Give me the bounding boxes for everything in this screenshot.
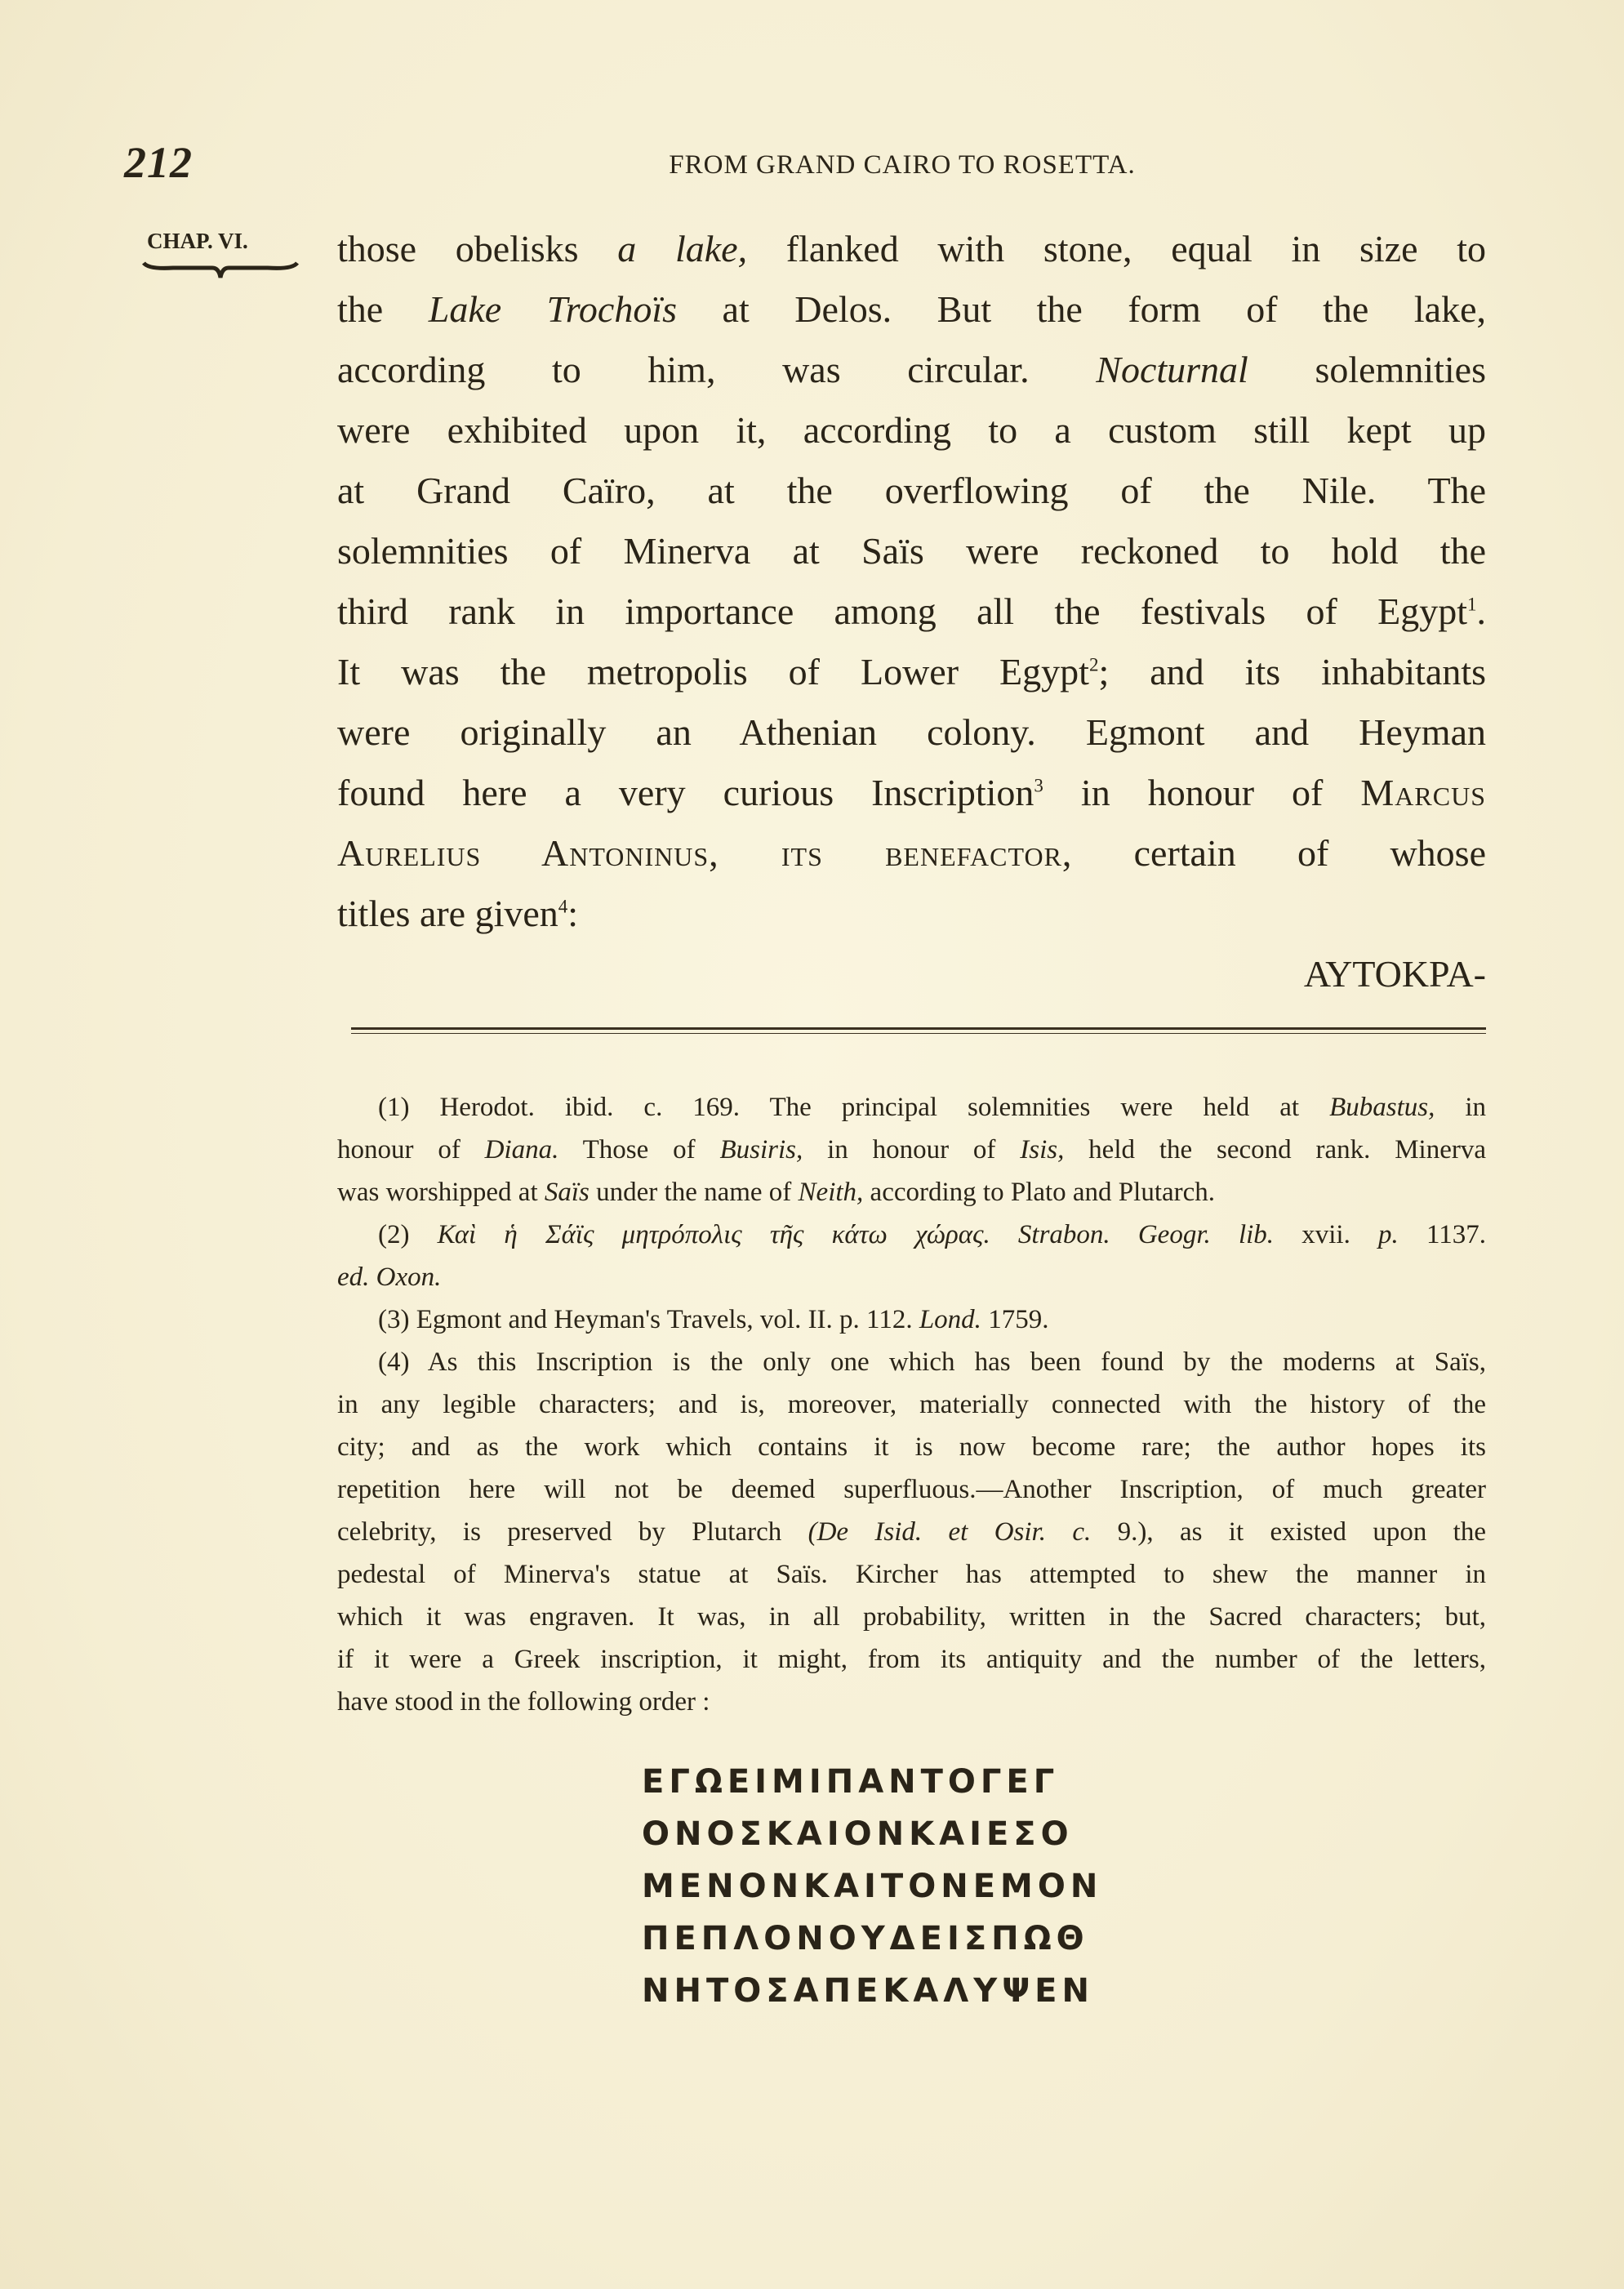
inscription-line: ΜΕΝΟΝΚΑΙΤΟΝΕΜΟΝ	[642, 1868, 1103, 1905]
text-line	[337, 400, 1486, 461]
footnote-segment: Busiris,	[719, 1135, 803, 1165]
footnote-segment: which it was engraven. It was, in all probability, written in the Sacred characters; but,	[337, 1602, 1486, 1632]
footnote-segment: repetition here will not be deemed superfluous.—Another Inscription, of much greater	[337, 1475, 1486, 1504]
footnote-segment: Lond.	[919, 1305, 981, 1334]
text-line	[337, 461, 1486, 521]
footnote-segment: city; and as the work which contains it is now become rare; the author hopes its	[337, 1432, 1486, 1462]
text-segment: 2	[1088, 654, 1099, 675]
footnote-divider	[351, 1027, 1486, 1030]
text-segment: found here a very curious Inscription	[337, 772, 1034, 813]
footnote-segment: under the name of	[589, 1178, 799, 1207]
footnote-line	[337, 1553, 1486, 1596]
footnote-segment: (1) Herodot. ibid. c. 169. The principal solemnities were held at	[378, 1093, 1330, 1122]
text-line	[337, 581, 1486, 642]
footnote-line	[337, 1596, 1486, 1638]
text-segment: .	[1476, 590, 1486, 632]
text-segment: according to him, was circular.	[337, 349, 1097, 390]
body-text	[337, 219, 1486, 1004]
footnote-segment: Neith,	[798, 1178, 864, 1207]
footnote-line	[337, 1214, 1486, 1256]
greek-inscription	[642, 1756, 1102, 2017]
footnote-segment: was worshipped at	[337, 1178, 545, 1207]
footnote-line	[337, 1681, 1486, 1723]
footnote-segment: Diana.	[484, 1135, 559, 1165]
text-line	[337, 642, 1486, 702]
footnote-line	[337, 1511, 1486, 1553]
footnotes	[337, 1086, 1486, 1723]
footnote-segment: (De Isid. et Osir. c.	[808, 1517, 1092, 1547]
text-line	[337, 521, 1486, 581]
text-line	[337, 340, 1486, 400]
footnote-segment: xvii.	[1274, 1220, 1379, 1249]
footnote-divider-thin	[351, 1033, 1486, 1034]
footnote-segment: Isis,	[1020, 1135, 1065, 1165]
footnote-segment: held the second rank. Minerva	[1064, 1135, 1486, 1165]
footnote-segment: ed. Oxon.	[337, 1263, 442, 1292]
text-segment: a lake,	[617, 228, 748, 269]
text-segment: the	[337, 288, 429, 330]
text-segment: :	[567, 893, 579, 934]
text-segment: solemnities of Minerva at Saïs were reckoned to hold the	[337, 530, 1486, 572]
footnote-segment: Bubastus,	[1329, 1093, 1435, 1122]
footnote-line	[337, 1383, 1486, 1426]
footnote-segment: celebrity, is preserved by Plutarch	[337, 1517, 808, 1547]
footnote-line	[337, 1426, 1486, 1468]
footnote-segment: Saïs	[544, 1178, 590, 1207]
brace-ornament	[140, 258, 300, 283]
text-segment: certain of whose	[1072, 832, 1486, 874]
footnote-segment: in honour of	[803, 1135, 1021, 1165]
text-line	[337, 763, 1486, 823]
text-segment: in honour of	[1043, 772, 1361, 813]
text-line	[337, 219, 1486, 279]
inscription-line: ΕΓΩΕΙΜΙΠΑΝΤΟΓΕΓ	[642, 1763, 1060, 1801]
text-line	[337, 279, 1486, 340]
footnote-segment: 9.), as it existed upon the	[1091, 1517, 1486, 1547]
inscription-line: ΟΝΟΣΚΑΙΟΝΚΑΙΕΣΟ	[642, 1815, 1074, 1853]
text-segment: 4	[558, 896, 568, 917]
text-segment: third rank in importance among all the festivals of Egypt	[337, 590, 1467, 632]
footnote-line	[337, 1468, 1486, 1511]
text-segment: titles are given	[337, 893, 558, 934]
footnote-line	[337, 1341, 1486, 1383]
footnote-line	[337, 1298, 1486, 1341]
text-line	[337, 884, 1486, 944]
footnote-segment: Καὶ ἡ Σάϊς μητρόπολις τῆς κάτω χώρας. Strabon. Geogr. lib.	[437, 1220, 1275, 1249]
footnote-segment: have stood in the following order :	[337, 1687, 710, 1717]
text-segment: Nocturnal	[1096, 349, 1248, 390]
footnote-segment: (3) Egmont and Heyman's Travels, vol. II. p. 112.	[378, 1305, 919, 1334]
footnote-line	[337, 1129, 1486, 1171]
text-segment: Aurelius Antoninus, its benefactor,	[337, 832, 1073, 874]
footnote-segment: honour of	[337, 1135, 485, 1165]
text-segment: ; and its inhabitants	[1098, 651, 1486, 692]
catchword: ΑΥΤΟΚΡΑ-	[1303, 953, 1486, 995]
text-segment: were exhibited upon it, according to a custom still kept up	[337, 409, 1486, 451]
footnote-line	[337, 1171, 1486, 1214]
running-head: FROM GRAND CAIRO TO ROSETTA.	[669, 150, 1136, 180]
text-segment: Lake Trochoïs	[428, 288, 678, 330]
inscription-line: ΝΗΤΟΣΑΠΕΚΑΛΥΨΕΝ	[642, 1972, 1094, 2010]
text-segment: at Grand Caïro, at the overflowing of the Nile. The	[337, 470, 1486, 511]
footnote-line	[337, 1086, 1486, 1129]
footnote-segment: p.	[1378, 1220, 1399, 1249]
footnote-segment: pedestal of Minerva's statue at Saïs. Kircher has attempted to shew the manner in	[337, 1560, 1486, 1589]
text-segment: 3	[1034, 775, 1043, 796]
text-segment: 1	[1467, 594, 1477, 615]
footnote-segment: (2)	[378, 1220, 438, 1249]
footnote-line	[337, 1256, 1486, 1298]
text-segment: solemnities	[1248, 349, 1486, 390]
text-segment: were originally an Athenian colony. Egmont and Heyman	[337, 711, 1486, 753]
text-segment: Marcus	[1360, 772, 1486, 813]
footnote-segment: in any legible characters; and is, moreover, materially connected with the history of the	[337, 1390, 1486, 1419]
footnote-segment: (4) As this Inscription is the only one which has been found by the moderns at Saïs,	[378, 1347, 1486, 1377]
text-segment: flanked with stone, equal in size to	[747, 228, 1486, 269]
footnote-segment: if it were a Greek inscription, it might, from its antiquity and the number of the letters,	[337, 1645, 1486, 1674]
footnote-segment: 1137.	[1398, 1220, 1486, 1249]
text-segment: It was the metropolis of Lower Egypt	[337, 651, 1089, 692]
inscription-line: ΠΕΠΛΟΝΟΥΔΕΙΣΠΩΘ	[642, 1920, 1089, 1957]
footnote-line	[337, 1638, 1486, 1681]
footnote-segment: in	[1435, 1093, 1486, 1122]
footnote-segment: Those of	[558, 1135, 720, 1165]
text-line	[337, 823, 1486, 884]
page-number: 212	[124, 138, 193, 187]
chapter-margin-note: CHAP. VI.	[147, 229, 248, 253]
text-segment: those obelisks	[337, 228, 618, 269]
footnote-segment: according to Plato and Plutarch.	[863, 1178, 1216, 1207]
text-segment: at Delos. But the form of the lake,	[677, 288, 1486, 330]
text-line	[337, 702, 1486, 763]
footnote-segment: 1759.	[981, 1305, 1049, 1334]
